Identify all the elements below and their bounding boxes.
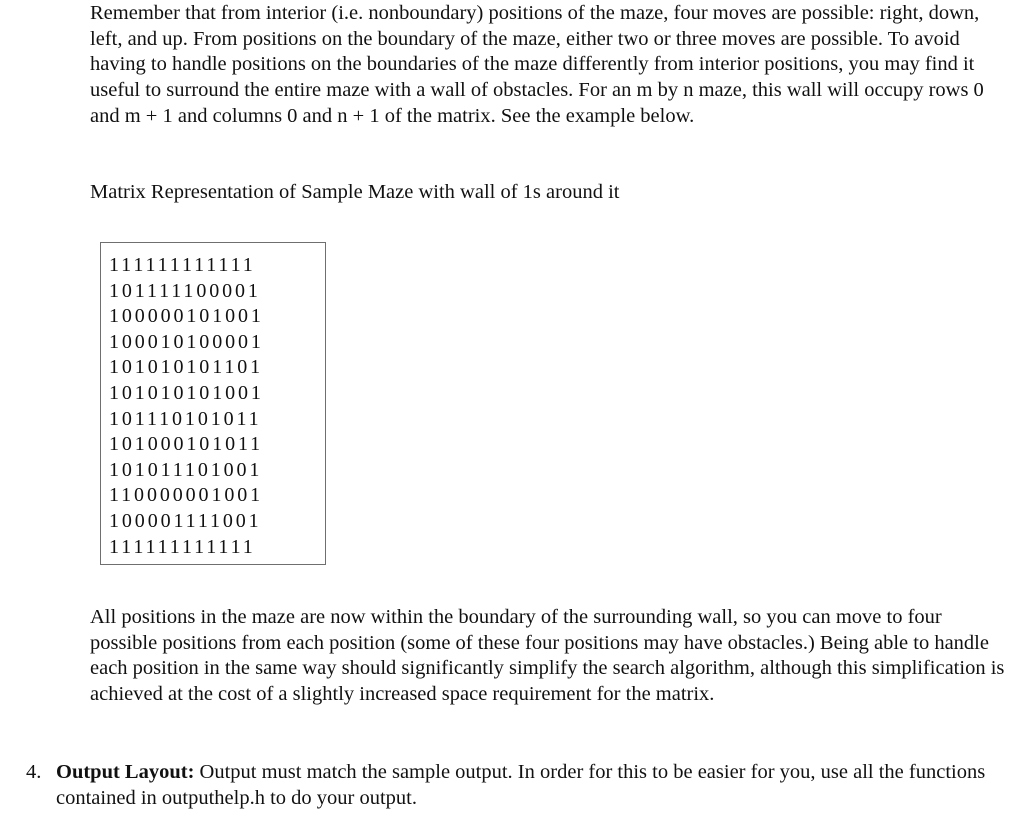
list-item-text: Output must match the sample output. In order for this to be easier for you, use all the functions contained in outputhelp.h to do your output. <box>56 761 986 809</box>
matrix-row: 100010100001 <box>109 330 264 353</box>
list-item-body <box>56 760 1016 811</box>
matrix-row: 101111100001 <box>109 279 261 302</box>
list-item-heading: Output Layout: <box>56 761 195 783</box>
matrix-row: 101011101001 <box>109 458 263 481</box>
maze-matrix <box>100 242 326 565</box>
matrix-row: 100000101001 <box>109 305 264 328</box>
matrix-row: 111111111111 <box>109 535 256 558</box>
matrix-caption: Matrix Representation of Sample Maze with wall of 1s around it <box>90 181 620 203</box>
matrix-row: 101010101001 <box>109 381 264 404</box>
intro-paragraph: Remember that from interior (i.e. nonboundary) positions of the maze, four moves are possible: right, down, left, and up. From positions on the boundary of the maze, either two or three moves are possible. To avoid having to handle positions on the boundaries of the maze differently from interior positions, you may find it useful to surround the entire maze with a wall of obstacles. For an m by n maze, this wall will occupy rows 0 and m + 1 and columns 0 and n + 1 of the matrix. See the example below. <box>90 2 984 127</box>
matrix-row: 101110101011 <box>109 407 262 430</box>
list-item-number: 4. <box>26 761 42 783</box>
matrix-row: 100001111001 <box>109 509 262 532</box>
matrix-row: 110000001001 <box>109 484 264 507</box>
matrix-row: 101000101011 <box>109 433 264 456</box>
outro-paragraph: All positions in the maze are now within the boundary of the surrounding wall, so you can move to four possible positions from each position (some of these four positions may have obstacles.) Being able to handle each position in the same way should significantly simplify the search algorithm, although this simplification is achieved at the cost of a slightly increased space requirement for the matrix. <box>90 606 1005 706</box>
matrix-row: 111111111111 <box>109 254 256 276</box>
matrix-row: 101010101101 <box>109 356 264 379</box>
